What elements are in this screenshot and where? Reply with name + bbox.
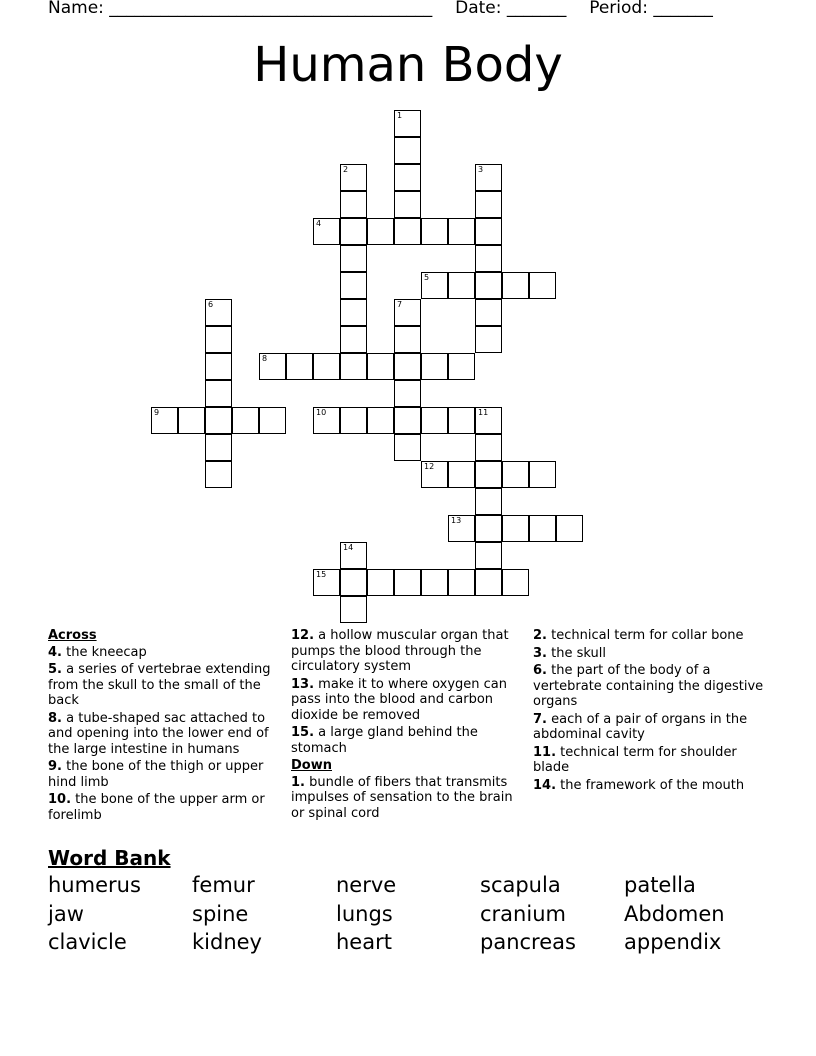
clue-text: each of a pair of organs in the abdominal cavity — [533, 711, 748, 742]
crossword-cell[interactable] — [340, 353, 367, 380]
clue-number-label: 7 — [397, 300, 403, 309]
clue-number-label: 4 — [316, 219, 322, 228]
crossword-cell[interactable] — [448, 407, 475, 434]
clue-number: 13. — [291, 676, 315, 692]
word-bank-word: spine — [192, 901, 249, 926]
crossword-cell[interactable] — [394, 407, 421, 434]
clue — [48, 792, 280, 823]
crossword-cell[interactable] — [448, 353, 475, 380]
crossword-cell[interactable] — [394, 380, 421, 407]
clue-number: 9. — [48, 759, 62, 774]
crossword-cell[interactable] — [340, 164, 367, 191]
clue-number-label: 3 — [478, 165, 484, 174]
clue-text: make it to where oxygen can pass into the blood and carbon dioxide be removed — [291, 676, 507, 723]
word-bank-word: kidney — [192, 930, 262, 954]
clue-column-3 — [533, 628, 765, 795]
clue — [48, 711, 280, 758]
crossword-cell[interactable] — [421, 353, 448, 380]
clue-text: a hollow muscular organ that pumps the blood through the circulatory system — [291, 628, 509, 674]
crossword-cell[interactable] — [475, 434, 502, 461]
clue — [291, 628, 523, 675]
clue-number: 7. — [533, 711, 547, 727]
crossword-cell[interactable] — [529, 272, 556, 299]
crossword-cell[interactable] — [556, 515, 583, 542]
crossword-cell[interactable] — [394, 137, 421, 164]
crossword-cell[interactable] — [232, 407, 259, 434]
crossword-cell[interactable] — [340, 218, 367, 245]
crossword-cell[interactable] — [178, 407, 205, 434]
clue-number: 5. — [48, 662, 62, 677]
crossword-cell[interactable] — [394, 434, 421, 461]
clue-number: 4. — [48, 644, 62, 660]
clue — [48, 759, 280, 790]
clue-number: 10. — [48, 792, 72, 807]
crossword-cell[interactable] — [340, 326, 367, 353]
crossword-cell[interactable] — [313, 569, 340, 596]
clue-number: 3. — [533, 645, 547, 661]
crossword-cell[interactable] — [340, 569, 367, 596]
clue — [291, 725, 523, 756]
clue-text: a tube-shaped sac attached to and opening into the lower end of the large intestine in humans — [48, 710, 269, 757]
clue-number-label: 8 — [262, 354, 268, 363]
clue-number-label: 9 — [154, 408, 160, 417]
clue-text: a series of vertebrae extending from the skull to the small of the back — [48, 662, 271, 708]
crossword-cell[interactable] — [286, 353, 313, 380]
clue-text: the kneecap — [61, 644, 147, 660]
clue-text: the bone of the upper arm or forelimb — [48, 792, 265, 823]
page-title: Human Body — [253, 37, 563, 93]
crossword-cell[interactable] — [205, 461, 232, 488]
clue-column-1 — [48, 628, 280, 825]
crossword-cell[interactable] — [340, 191, 367, 218]
clue-number-label: 2 — [343, 165, 349, 174]
clue-number: 12. — [291, 628, 315, 643]
crossword-cell[interactable] — [394, 353, 421, 380]
clue-number-label: 14 — [343, 543, 354, 552]
crossword-cell[interactable] — [475, 569, 502, 596]
clue-number: 8. — [48, 710, 62, 726]
clue-text: the part of the body of a vertebrate containing the digestive organs — [533, 663, 764, 709]
crossword-cell[interactable] — [205, 380, 232, 407]
clue-column-2 — [291, 628, 523, 823]
crossword-cell[interactable] — [205, 434, 232, 461]
crossword-cell[interactable] — [340, 299, 367, 326]
clue-number-label: 1 — [397, 111, 403, 120]
crossword-cell[interactable] — [205, 326, 232, 353]
crossword-cell[interactable] — [529, 515, 556, 542]
crossword-cell[interactable] — [151, 407, 178, 434]
crossword-cell[interactable] — [502, 569, 529, 596]
clue — [533, 646, 765, 662]
word-bank-word: Abdomen — [624, 901, 725, 926]
clue-number-label: 10 — [316, 408, 327, 417]
clue-number: 14. — [533, 777, 557, 793]
word-bank-word: lungs — [336, 901, 393, 926]
crossword-cell[interactable] — [421, 461, 448, 488]
crossword-cell[interactable] — [313, 407, 340, 434]
crossword-cell[interactable] — [340, 272, 367, 299]
crossword-cell[interactable] — [313, 353, 340, 380]
clue-number: 15. — [291, 725, 315, 740]
crossword-cell[interactable] — [421, 407, 448, 434]
crossword-cell[interactable] — [394, 110, 421, 137]
date-field[interactable]: Date: _______ — [455, 0, 567, 18]
crossword-cell[interactable] — [475, 515, 502, 542]
crossword-cell[interactable] — [475, 164, 502, 191]
crossword-cell[interactable] — [448, 515, 475, 542]
crossword-cell[interactable] — [475, 191, 502, 218]
crossword-cell[interactable] — [394, 299, 421, 326]
crossword-cell[interactable] — [394, 569, 421, 596]
word-bank-word: appendix — [624, 930, 722, 954]
clue-number-label: 15 — [316, 570, 327, 579]
crossword-cell[interactable] — [421, 218, 448, 245]
crossword-cell[interactable] — [340, 542, 367, 569]
crossword-cell[interactable] — [367, 407, 394, 434]
crossword-cell[interactable] — [448, 272, 475, 299]
crossword-cell[interactable] — [421, 272, 448, 299]
crossword-cell[interactable] — [259, 407, 286, 434]
crossword-cell[interactable] — [394, 191, 421, 218]
word-bank-word: clavicle — [48, 930, 127, 954]
crossword-cell[interactable] — [448, 461, 475, 488]
crossword-cell[interactable] — [475, 299, 502, 326]
clue — [533, 778, 765, 794]
clue-text: technical term for shoulder blade — [533, 744, 737, 775]
crossword-cell[interactable] — [205, 353, 232, 380]
clue — [48, 662, 280, 709]
word-bank-word: heart — [336, 930, 392, 954]
crossword-cell[interactable] — [205, 299, 232, 326]
crossword-cell[interactable] — [529, 461, 556, 488]
word-bank-word: humerus — [48, 873, 141, 897]
crossword-cell[interactable] — [502, 515, 529, 542]
crossword-cell[interactable] — [475, 461, 502, 488]
crossword-cell[interactable] — [394, 326, 421, 353]
crossword-cell[interactable] — [313, 218, 340, 245]
crossword-cell[interactable] — [448, 218, 475, 245]
crossword-cell[interactable] — [475, 272, 502, 299]
crossword-cell[interactable] — [367, 218, 394, 245]
crossword-cell[interactable] — [475, 407, 502, 434]
clue-text: the bone of the thigh or upper hind limb — [48, 759, 264, 790]
clue — [533, 628, 765, 644]
clue-number: 2. — [533, 628, 547, 643]
crossword-cell[interactable] — [340, 407, 367, 434]
crossword-cell[interactable] — [475, 326, 502, 353]
crossword-cell[interactable] — [448, 569, 475, 596]
crossword-cell[interactable] — [421, 569, 448, 596]
clue — [533, 663, 765, 710]
period-field[interactable]: Period: _______ — [589, 0, 713, 18]
across-header: Across — [48, 628, 97, 643]
word-bank-word: scapula — [480, 873, 561, 897]
crossword-cell[interactable] — [475, 245, 502, 272]
crossword-cell[interactable] — [367, 353, 394, 380]
crossword-cell[interactable] — [259, 353, 286, 380]
clue-text: the framework of the mouth — [556, 777, 745, 793]
clue-number-label: 13 — [451, 516, 462, 525]
word-bank-word: nerve — [336, 873, 397, 897]
crossword-cell[interactable] — [205, 407, 232, 434]
crossword-cell[interactable] — [394, 164, 421, 191]
clue — [291, 775, 523, 822]
word-bank-title: Word Bank — [48, 846, 171, 870]
clue-number-label: 12 — [424, 462, 435, 471]
clue-number-label: 6 — [208, 300, 214, 309]
name-field[interactable]: Name: ______________________________________ — [48, 0, 433, 18]
crossword-cell[interactable] — [502, 272, 529, 299]
crossword-cell[interactable] — [502, 461, 529, 488]
clue-number: 1. — [291, 774, 305, 790]
crossword-cell[interactable] — [475, 218, 502, 245]
clue-number-label: 5 — [424, 273, 430, 282]
word-bank-word: patella — [624, 873, 696, 897]
clue — [533, 745, 765, 776]
crossword-cell[interactable] — [367, 569, 394, 596]
clue-text: the skull — [546, 645, 606, 661]
crossword-cell[interactable] — [394, 218, 421, 245]
crossword-cell[interactable] — [340, 245, 367, 272]
crossword-cell[interactable] — [475, 488, 502, 515]
clue-text: a large gland behind the stomach — [291, 725, 478, 756]
word-bank-word: jaw — [48, 901, 84, 926]
word-bank-word: femur — [192, 873, 255, 897]
word-bank-word: pancreas — [480, 930, 576, 954]
clue — [291, 677, 523, 724]
crossword-cell[interactable] — [340, 596, 367, 623]
word-bank-word: cranium — [480, 901, 566, 926]
clue-text: technical term for collar bone — [546, 628, 744, 643]
clue — [48, 645, 280, 661]
clue-number-label: 11 — [478, 408, 489, 417]
word-bank — [48, 873, 788, 955]
clue-text: bundle of fibers that transmits impulses of sensation to the brain or spinal cord — [291, 774, 513, 821]
clue-number: 11. — [533, 744, 557, 760]
crossword-cell[interactable] — [475, 542, 502, 569]
clue — [533, 712, 765, 743]
clue-number: 6. — [533, 663, 547, 678]
down-header: Down — [291, 758, 332, 773]
